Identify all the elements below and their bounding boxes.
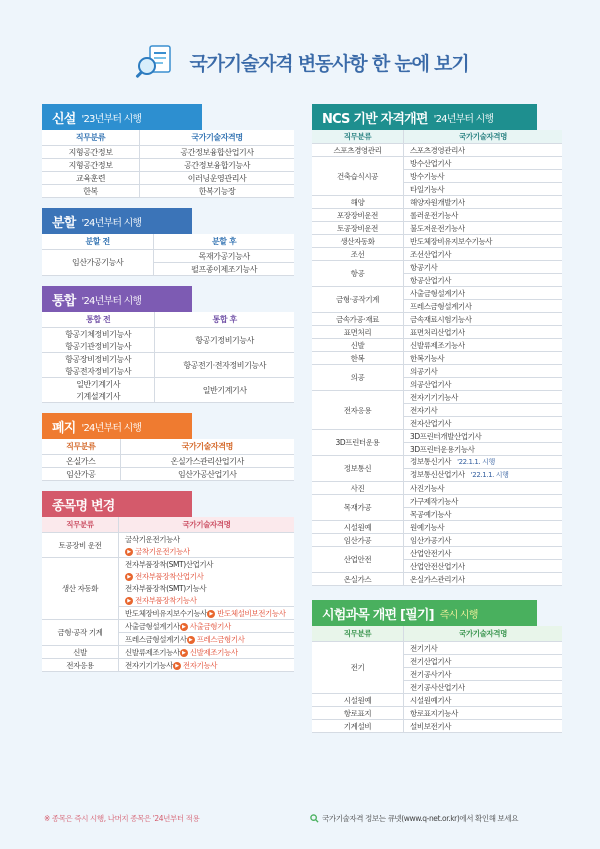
qualification-cell: [404, 196, 563, 209]
cell: 목재가공기능사: [154, 250, 294, 263]
new-name: 신발제조기능사: [189, 647, 238, 657]
qualification-cell: [404, 573, 563, 586]
section-new-badge: '23년부터 시행: [81, 113, 142, 125]
merge-table: [42, 312, 294, 403]
qualification-cell: [404, 681, 563, 694]
category-cell: 항로표지: [312, 707, 404, 720]
qualification-cell: [404, 547, 563, 560]
qualification-name: 전기공사기사: [410, 669, 452, 679]
cell: 교육훈련: [42, 172, 140, 185]
section-rename: [42, 491, 294, 672]
qualification-cell: [404, 560, 563, 573]
section-split: [42, 208, 294, 276]
qualification-cell: [404, 521, 563, 534]
abolish-table: [42, 439, 294, 481]
col-header: 국가기술자격명: [140, 130, 294, 146]
section-merge-header: [42, 286, 192, 312]
qualification-cell: [404, 642, 563, 655]
table-row: [312, 339, 562, 352]
col-header: 국가기술자격명: [120, 439, 294, 455]
section-exam-title: 시험과목 개편 [필기]: [322, 607, 434, 623]
table-row: [42, 328, 294, 341]
qualification-name: 사출금형설계기사: [410, 288, 465, 298]
category-cell: 온실가스: [312, 573, 404, 586]
qualification-cell: [404, 209, 563, 222]
old-name: 프레스금형설계기사: [125, 634, 187, 644]
section-new: [42, 104, 294, 198]
ncs-body: [312, 144, 562, 586]
table-row: [312, 248, 562, 261]
table-row: [42, 185, 294, 198]
section-ncs-header: [312, 104, 537, 130]
arrow-right-icon: ▶: [180, 649, 188, 657]
qualification-cell: [404, 378, 563, 391]
rename-footnote: ※ 종목은 즉시 시행, 나머지 종목은 '24년부터 적용: [44, 814, 200, 823]
qualification-cell: [404, 668, 563, 681]
table-row: [42, 172, 294, 185]
table-row: [312, 720, 562, 733]
section-abolish-badge: '24년부터 시행: [81, 422, 142, 434]
section-abolish: [42, 413, 294, 481]
qualification-name: 전기공사산업기사: [410, 682, 465, 692]
cell: 한복기능장: [140, 185, 294, 198]
qualification-name: 원예기능사: [410, 522, 445, 532]
new-name: 전자기능사: [182, 660, 218, 670]
qualification-cell: [404, 274, 563, 287]
col-header: 직무분류: [42, 517, 119, 533]
old-name: 전자부품장착(SMT)기능사: [125, 583, 207, 593]
qualification-name: 목공예기능사: [410, 509, 452, 519]
cell: 항공전자정비기능사: [42, 365, 155, 378]
qualification-cell: [404, 248, 563, 261]
category-cell: 산업안전: [312, 547, 404, 573]
qualification-name: 해양자원개발기사: [410, 197, 465, 207]
qualification-cell: [404, 469, 563, 482]
new-name: 전자부품장착산업기사: [135, 571, 204, 581]
category-cell: 항공: [312, 261, 404, 287]
category-cell: 조선: [312, 248, 404, 261]
page-title: 국가기술자격 변동사항 한 눈에 보기: [189, 52, 469, 75]
table-row: [312, 365, 562, 378]
qualification-cell: [404, 417, 563, 430]
qualification-cell: [404, 534, 563, 547]
category-cell: 한복: [312, 352, 404, 365]
qualification-name: 정보통신기사: [410, 457, 452, 466]
category-cell: 금형·공작기계: [312, 287, 404, 313]
section-ncs: [312, 104, 562, 586]
arrow-right-icon: ▶: [125, 597, 133, 605]
category-cell: 사진: [312, 482, 404, 495]
arrow-right-icon: ▶: [187, 636, 195, 644]
new-table: [42, 130, 294, 198]
qualification-name: 설비보전기사: [410, 721, 452, 731]
new-name: 프레스금형기사: [196, 634, 245, 644]
qualification-cell: [404, 694, 563, 707]
section-exam-badge: 즉시 시행: [439, 609, 478, 621]
old-name: 전자기기기능사: [125, 660, 173, 670]
document-search-icon: [132, 42, 180, 82]
qualification-name: 의공기사: [410, 366, 438, 376]
col-header: 국가기술자격명: [404, 626, 563, 642]
right-column: [312, 104, 562, 743]
col-header: 통합 후: [155, 312, 294, 328]
cell: 항공전기·전자정비기능사: [155, 353, 294, 378]
qualification-cell: [404, 720, 563, 733]
table-row: [42, 620, 294, 633]
qualification-name: 의공산업기사: [410, 379, 452, 389]
qualification-name: 조선산업기사: [410, 249, 452, 259]
section-rename-title: 종목명 변경: [52, 498, 115, 514]
exam-table: [312, 626, 562, 733]
cell: 임산가공기능사: [42, 250, 154, 276]
qualification-name: 롤러운전기능사: [410, 210, 458, 220]
search-icon: [310, 814, 319, 823]
table-row: [312, 707, 562, 720]
qualification-name: 산업안전기사: [410, 548, 452, 558]
qualification-name: 방수기능사: [410, 171, 445, 181]
old-name: 반도체장비유지보수기능사: [125, 608, 208, 618]
qualification-cell: [404, 157, 563, 170]
cell: 신발: [42, 646, 119, 659]
table-row: [42, 646, 294, 659]
table-row: [312, 144, 562, 157]
section-split-header: [42, 208, 192, 234]
table-row: [312, 222, 562, 235]
qualification-name: 표면처리산업기사: [410, 327, 465, 337]
qualification-name: 임산가공기사: [410, 535, 452, 545]
table-row: [312, 534, 562, 547]
section-merge-badge: '24년부터 시행: [81, 295, 142, 307]
exam-body: [312, 642, 562, 733]
category-cell: 스포츠경영관리: [312, 144, 404, 157]
qualification-cell: [404, 365, 563, 378]
cell: 공간정보융합기능사: [140, 159, 294, 172]
cell: 금형·공작 기계: [42, 620, 119, 646]
table-row: [312, 209, 562, 222]
section-merge-title: 통합: [52, 293, 76, 309]
table-row: [312, 642, 562, 655]
cell: 일반기계기사: [155, 378, 294, 403]
category-cell: 시설원예: [312, 694, 404, 707]
table-row: [312, 482, 562, 495]
category-cell: 전기: [312, 642, 404, 694]
table-row: [312, 313, 562, 326]
qualification-name: 신발류제조기능사: [410, 340, 465, 350]
category-cell: 건축습식시공: [312, 157, 404, 196]
old-name: 신발류제조기능사: [125, 647, 180, 657]
split-table: [42, 234, 294, 276]
table-row: [42, 353, 294, 366]
col-header: 국가기술자격명: [404, 130, 563, 144]
qualification-cell: [404, 482, 563, 495]
category-cell: 해양: [312, 196, 404, 209]
qualification-cell: [404, 391, 563, 404]
category-cell: 시설원예: [312, 521, 404, 534]
qualification-cell: [404, 495, 563, 508]
arrow-right-icon: ▶: [125, 573, 133, 581]
qualification-cell: [404, 170, 563, 183]
qualification-cell: [404, 313, 563, 326]
cell: 전자응용: [42, 659, 119, 672]
qualification-cell: [404, 707, 563, 720]
section-split-badge: '24년부터 시행: [81, 217, 142, 229]
qualification-name: 3D프린터개발산업기사: [410, 431, 482, 441]
category-cell: 임산가공: [312, 534, 404, 547]
section-new-title: 신설: [52, 111, 76, 127]
qualification-cell: [404, 287, 563, 300]
qualification-name: 불도저운전기능사: [410, 223, 465, 233]
page-title-row: [0, 42, 600, 82]
qualification-cell: [404, 222, 563, 235]
qualification-cell: [404, 508, 563, 521]
table-row: [312, 391, 562, 404]
qualification-cell: [404, 339, 563, 352]
category-cell: 의공: [312, 365, 404, 391]
table-row: [312, 157, 562, 170]
effective-date-note: '22.1.1. 시행: [470, 471, 509, 479]
section-ncs-title: NCS 기반 자격개편: [322, 111, 428, 127]
table-row: [42, 468, 294, 481]
cell: 항공기체정비기능사: [42, 328, 155, 341]
table-row: [42, 558, 294, 571]
rename-table: [42, 517, 294, 672]
category-cell: 기계설비: [312, 720, 404, 733]
qualification-cell: [404, 655, 563, 668]
section-merge: [42, 286, 294, 403]
qualification-name: 전자산업기사: [410, 418, 452, 428]
table-row: [312, 326, 562, 339]
section-abolish-header: [42, 413, 192, 439]
section-split-title: 분할: [52, 215, 76, 231]
category-cell: 토공장비운전: [312, 222, 404, 235]
qualification-cell: [404, 352, 563, 365]
qualification-cell: [404, 235, 563, 248]
qualification-name: 전자기사: [410, 405, 438, 415]
col-header: 분할 전: [42, 234, 154, 250]
qualification-name: 금속재료시험기능사: [410, 314, 472, 324]
qualification-name: 전기산업기사: [410, 656, 452, 666]
left-column: [42, 104, 294, 682]
table-row: [312, 430, 562, 443]
cell: 온실가스관리산업기사: [120, 455, 294, 468]
section-rename-header: [42, 491, 192, 517]
table-row: [312, 196, 562, 209]
category-cell: 금속가공·재료: [312, 313, 404, 326]
col-header: 통합 전: [42, 312, 155, 328]
category-cell: 포장장비운전: [312, 209, 404, 222]
old-name: 사출금형설계기사: [125, 621, 180, 631]
col-header: 직무분류: [42, 130, 140, 146]
section-exam-header: [312, 600, 537, 626]
cell: 항공기정비기능사: [155, 328, 294, 353]
category-cell: 3D프린터운용: [312, 430, 404, 456]
table-row: [42, 159, 294, 172]
cell: 한복: [42, 185, 140, 198]
table-row: [312, 521, 562, 534]
col-header: 직무분류: [42, 439, 120, 455]
table-row: [312, 261, 562, 274]
cell: 임산가공산업기사: [120, 468, 294, 481]
qualification-cell: [404, 430, 563, 443]
table-row: [312, 456, 562, 469]
table-row: [42, 533, 294, 546]
table-row: [42, 455, 294, 468]
col-header: 국가기술자격명: [119, 517, 295, 533]
col-header: 분할 후: [154, 234, 294, 250]
section-new-header: [42, 104, 202, 130]
cell: 지형공간정보: [42, 159, 140, 172]
cell: 토공장비 운전: [42, 533, 119, 558]
qualification-cell: [404, 144, 563, 157]
old-name: 굴삭기운전기능사: [125, 534, 180, 544]
qualification-name: 가구제작기능사: [410, 496, 458, 506]
arrow-right-icon: ▶: [125, 548, 133, 556]
new-name: 굴착기운전기능사: [135, 546, 190, 556]
arrow-right-icon: ▶: [207, 610, 215, 618]
qualification-cell: [404, 404, 563, 417]
category-cell: 목재가공: [312, 495, 404, 521]
table-row: [312, 352, 562, 365]
section-ncs-badge: '24년부터 시행: [433, 113, 494, 125]
category-cell: 생산자동화: [312, 235, 404, 248]
cell: 항공기관정비기능사: [42, 340, 155, 353]
qualification-name: 3D프린터운용기능사: [410, 444, 475, 454]
cell: 생산 자동화: [42, 558, 119, 620]
col-header: 직무분류: [312, 626, 404, 642]
table-row: [312, 235, 562, 248]
section-exam: [312, 600, 562, 733]
cell: 이러닝운영관리사: [140, 172, 294, 185]
new-name: 반도체설비보전기능사: [217, 608, 286, 618]
old-name: 전자부품장착(SMT)산업기사: [125, 559, 214, 569]
table-row: [312, 495, 562, 508]
effective-date-note: '22.1.1. 시행: [457, 458, 495, 466]
qualification-name: 시설원예기사: [410, 695, 452, 705]
cell: 공간정보융합산업기사: [140, 146, 294, 159]
cell: 온실가스: [42, 455, 120, 468]
table-row: [312, 694, 562, 707]
qualification-name: 반도체장비유지보수기능사: [410, 236, 493, 246]
qualification-name: 산업안전산업기사: [410, 561, 465, 571]
footer: [310, 813, 518, 824]
qualification-name: 항공기사: [410, 262, 438, 272]
qualification-name: 한복기능사: [410, 353, 445, 363]
footer-text: 국가기술자격 정보는 큐넷(www.q-net.or.kr)에서 확인해 보세요: [322, 814, 519, 823]
qualification-name: 스포츠경영관리사: [410, 145, 465, 155]
qualification-cell: [404, 261, 563, 274]
table-row: [42, 250, 294, 263]
category-cell: 신발: [312, 339, 404, 352]
qualification-cell: [404, 443, 563, 456]
qualification-name: 사진기능사: [410, 483, 445, 493]
qualification-cell: [404, 183, 563, 196]
category-cell: 표면처리: [312, 326, 404, 339]
arrow-right-icon: ▶: [180, 623, 188, 631]
ncs-table: [312, 130, 562, 586]
table-row: [312, 547, 562, 560]
cell: 기계설계기사: [42, 390, 155, 403]
table-row: [312, 573, 562, 586]
section-abolish-title: 폐지: [52, 420, 76, 436]
qualification-name: 방수산업기사: [410, 158, 452, 168]
new-name: 사출금형기사: [189, 621, 231, 631]
qualification-name: 프레스금형설계기사: [410, 301, 472, 311]
qualification-name: 타일기능사: [410, 184, 445, 194]
qualification-cell: [404, 326, 563, 339]
col-header: 직무분류: [312, 130, 404, 144]
cell: 임산가공: [42, 468, 120, 481]
qualification-name: 온실가스관리기사: [410, 574, 465, 584]
qualification-cell: [404, 456, 563, 469]
qualification-name: 전자기기기능사: [410, 392, 458, 402]
category-cell: 전자응용: [312, 391, 404, 430]
qualification-name: 정보통신산업기사: [410, 470, 465, 479]
qualification-cell: [404, 300, 563, 313]
cell: 일반기계기사: [42, 378, 155, 391]
qualification-name: 전기기사: [410, 643, 438, 653]
cell: 항공장비정비기능사: [42, 353, 155, 366]
category-cell: 정보통신: [312, 456, 404, 482]
qualification-name: 항로표지기능사: [410, 708, 458, 718]
cell: 지형공간정보: [42, 146, 140, 159]
new-name: 전자부품장착기능사: [135, 595, 197, 605]
qualification-name: 항공산업기사: [410, 275, 452, 285]
table-row: [312, 287, 562, 300]
cell: 펄프종이제조기능사: [154, 263, 294, 276]
table-row: [42, 659, 294, 672]
table-row: [42, 378, 294, 391]
arrow-right-icon: ▶: [173, 662, 181, 670]
table-row: [42, 146, 294, 159]
